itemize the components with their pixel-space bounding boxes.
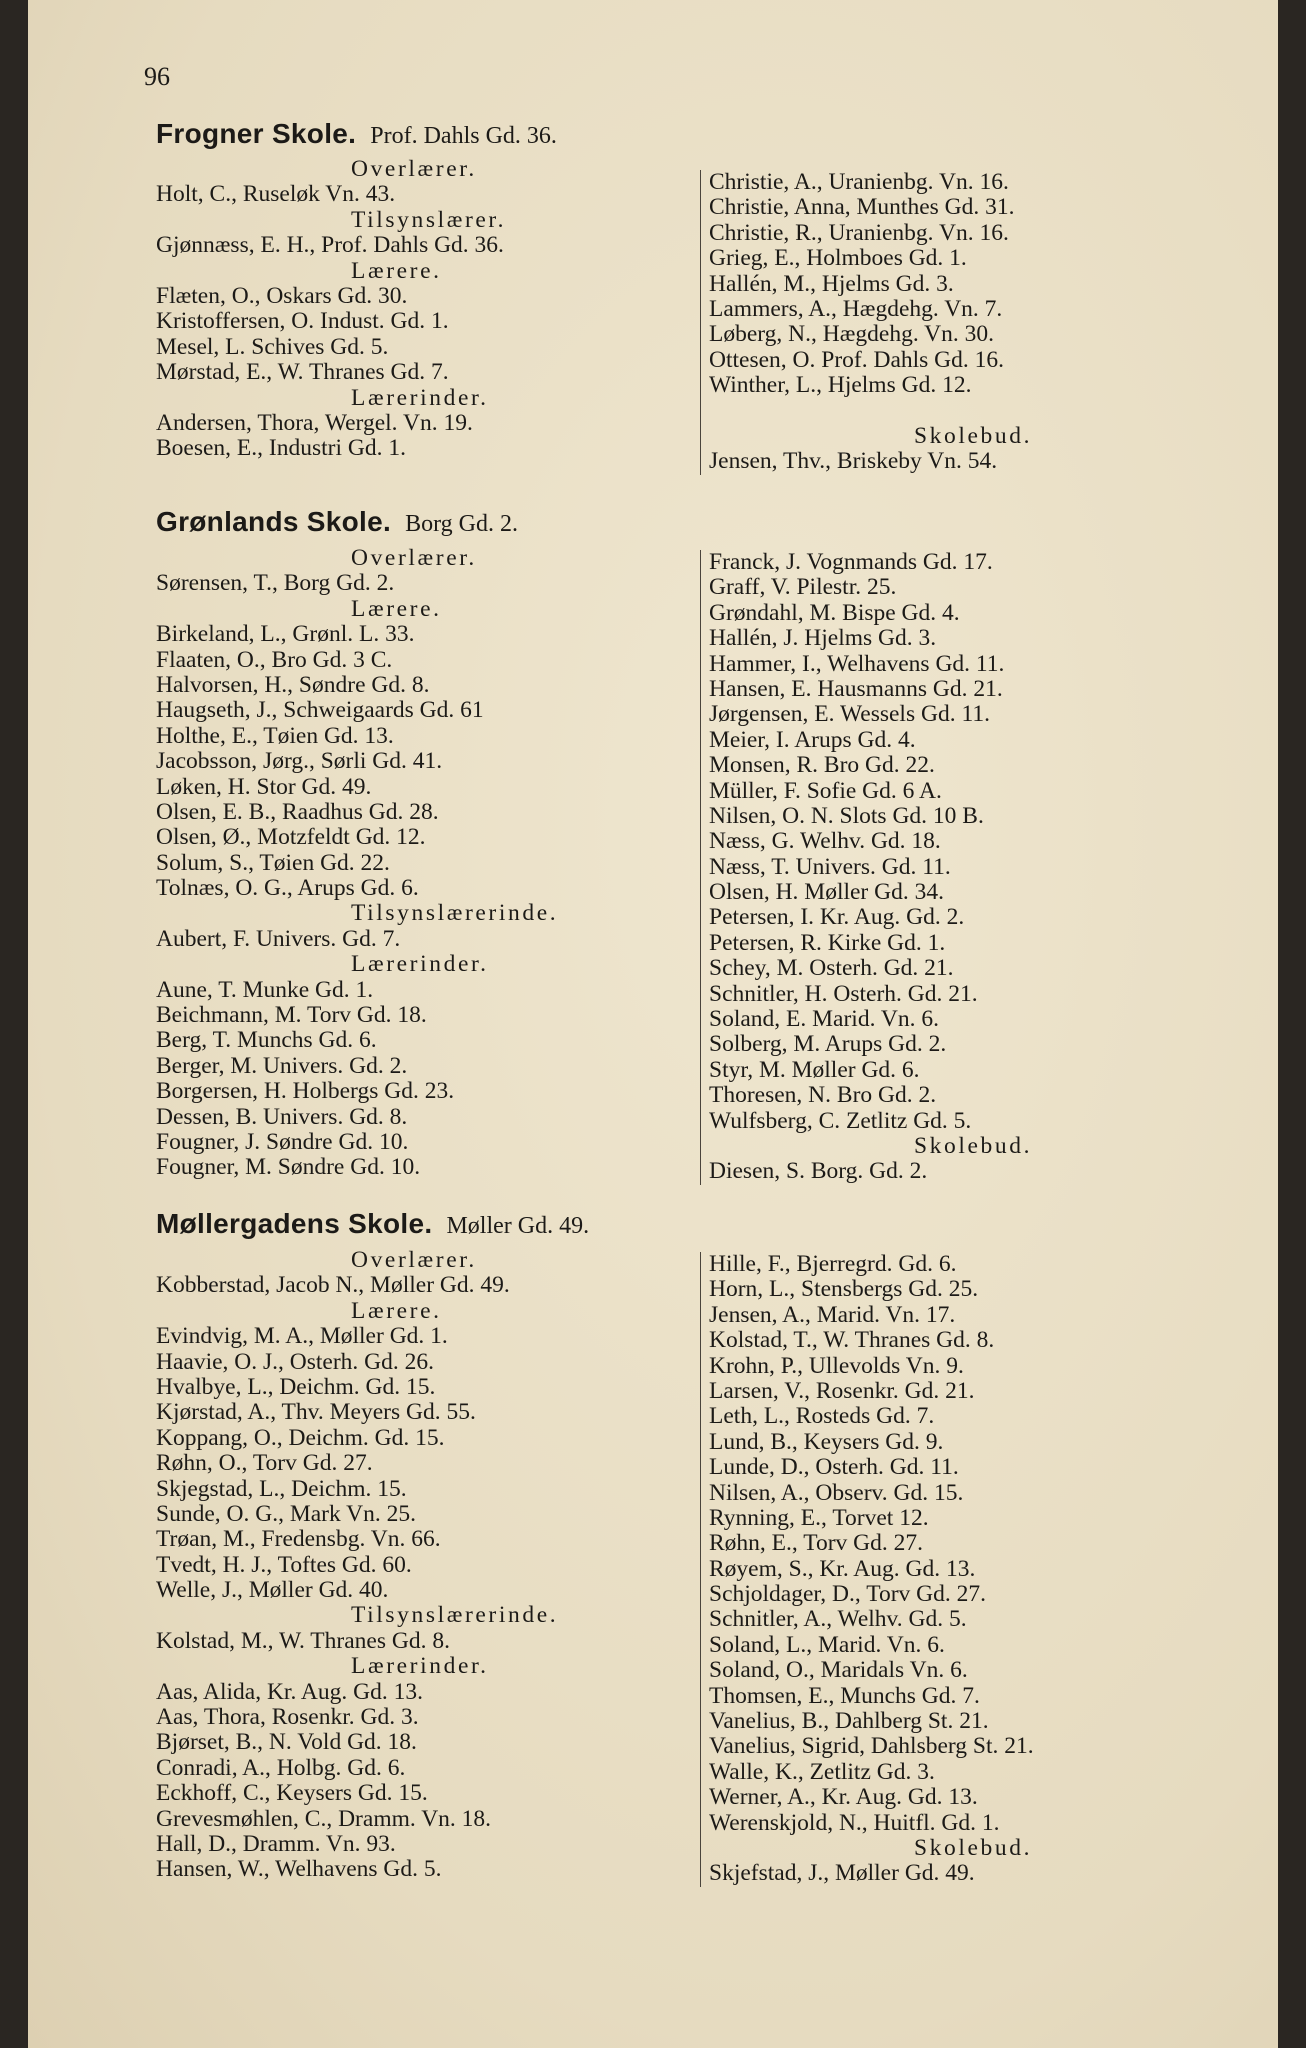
directory-entry: Hallén, M., Hjelms Gd. 3.	[709, 270, 954, 297]
directory-entry: Nilsen, O. N. Slots Gd. 10 B.	[709, 802, 984, 829]
right-column	[700, 550, 1032, 1185]
left-column	[156, 1248, 558, 1883]
directory-entry: Borgersen, H. Holbergs Gd. 23.	[156, 1078, 455, 1105]
directory-entry: Petersen, I. Kr. Aug. Gd. 2.	[709, 904, 965, 931]
directory-entry: Grøndahl, M. Bispe Gd. 4.	[709, 599, 960, 626]
right-column	[700, 170, 1032, 475]
directory-entry: Aas, Alida, Kr. Aug. Gd. 13.	[156, 1678, 423, 1705]
directory-entry: Næss, G. Welhv. Gd. 18.	[709, 828, 941, 855]
directory-entry: Hvalbye, L., Deichm. Gd. 15.	[156, 1373, 436, 1400]
category-heading: Overlærer.	[351, 1247, 477, 1273]
directory-entry: Hansen, E. Hausmanns Gd. 21.	[709, 675, 1003, 702]
directory-entry: Næss, T. Univers. Gd. 11.	[709, 853, 951, 880]
directory-entry: Aas, Thora, Rosenkr. Gd. 3.	[156, 1704, 419, 1731]
directory-entry: Welle, J., Møller Gd. 40.	[156, 1577, 389, 1604]
directory-entry: Kobberstad, Jacob N., Møller Gd. 49.	[156, 1272, 510, 1299]
directory-entry: Olsen, Ø., Motzfeldt Gd. 12.	[156, 824, 426, 851]
directory-entry: Tvedt, H. J., Toftes Gd. 60.	[156, 1551, 412, 1578]
category-heading: Lærerinder.	[351, 1653, 489, 1680]
directory-entry: Fougner, J. Søndre Gd. 10.	[156, 1128, 409, 1155]
section-heading-gronlands	[156, 506, 518, 538]
directory-entry: Flæten, O., Oskars Gd. 30.	[156, 282, 408, 309]
directory-entry: Nilsen, A., Observ. Gd. 15.	[709, 1479, 964, 1506]
directory-entry: Røhn, E., Torv Gd. 27.	[709, 1530, 923, 1557]
category-heading: Skolebud.	[914, 1834, 1033, 1861]
directory-entry: Evindvig, M. A., Møller Gd. 1.	[156, 1323, 448, 1350]
directory-entry: Beichmann, M. Torv Gd. 18.	[156, 1002, 427, 1029]
directory-entry: Aubert, F. Univers. Gd. 7.	[156, 925, 401, 952]
directory-entry: Andersen, Thora, Wergel. Vn. 19.	[156, 409, 473, 436]
directory-entry: Solberg, M. Arups Gd. 2.	[709, 1031, 947, 1058]
directory-entry: Werenskjold, N., Huitfl. Gd. 1.	[709, 1809, 1000, 1836]
directory-entry: Solum, S., Tøien Gd. 22.	[156, 849, 390, 876]
directory-entry: Berger, M. Univers. Gd. 2.	[156, 1052, 408, 1079]
directory-entry: Graff, V. Pilestr. 25.	[709, 574, 897, 601]
directory-entry: Holt, C., Ruseløk Vn. 43.	[156, 181, 396, 208]
directory-entry: Hallén, J. Hjelms Gd. 3.	[709, 625, 937, 652]
directory-entry: Jørgensen, E. Wessels Gd. 11.	[709, 701, 990, 728]
directory-entry: Kristoffersen, O. Indust. Gd. 1.	[156, 308, 449, 335]
directory-entry: Boesen, E., Industri Gd. 1.	[156, 435, 406, 462]
category-heading: Lærere.	[351, 257, 442, 284]
directory-entry: Løken, H. Stor Gd. 49.	[156, 773, 372, 800]
directory-entry: Conradi, A., Holbg. Gd. 6.	[156, 1754, 406, 1781]
directory-entry: Werner, A., Kr. Aug. Gd. 13.	[709, 1784, 978, 1811]
directory-entry: Haugseth, J., Schweigaards Gd. 61	[156, 697, 484, 724]
directory-entry: Soland, E. Marid. Vn. 6.	[709, 1006, 939, 1033]
directory-entry: Leth, L., Rosteds Gd. 7.	[709, 1403, 935, 1430]
directory-entry: Lunde, D., Osterh. Gd. 11.	[709, 1454, 959, 1481]
directory-entry: Olsen, H. Møller Gd. 34.	[709, 879, 944, 906]
school-address: Prof. Dahls Gd. 36.	[370, 123, 557, 149]
directory-entry: Vanelius, Sigrid, Dahlsberg St. 21.	[709, 1733, 1034, 1760]
directory-entry: Müller, F. Sofie Gd. 6 A.	[709, 777, 942, 804]
directory-entry: Walle, K., Zetlitz Gd. 3.	[709, 1758, 935, 1785]
directory-entry: Bjørset, B., N. Vold Gd. 18.	[156, 1729, 417, 1756]
directory-entry: Mørstad, E., W. Thranes Gd. 7.	[156, 359, 449, 386]
school-name: Grønlands Skole.	[156, 506, 392, 537]
directory-entry: Thoresen, N. Bro Gd. 2.	[709, 1082, 937, 1109]
directory-entry: Hansen, W., Welhavens Gd. 5.	[156, 1856, 442, 1883]
category-heading: Overlærer.	[351, 156, 477, 182]
directory-entry: Ottesen, O. Prof. Dahls Gd. 16.	[709, 346, 1005, 373]
directory-entry: Christie, R., Uranienbg. Vn. 16.	[709, 219, 1009, 246]
school-address: Møller Gd. 49.	[446, 1213, 590, 1239]
directory-entry: Aune, T. Munke Gd. 1.	[156, 976, 374, 1003]
category-heading: Skolebud.	[914, 1132, 1033, 1159]
directory-entry: Wulfsberg, C. Zetlitz Gd. 5.	[709, 1107, 972, 1134]
right-column	[700, 1252, 1034, 1887]
directory-entry: Lammers, A., Hægdehg. Vn. 7.	[709, 295, 1003, 322]
directory-entry: Meier, I. Arups Gd. 4.	[709, 726, 916, 753]
directory-entry: Rynning, E., Torvet 12.	[709, 1504, 929, 1531]
directory-entry: Trøan, M., Fredensbg. Vn. 66.	[156, 1526, 441, 1553]
directory-entry: Lund, B., Keysers Gd. 9.	[709, 1428, 944, 1455]
directory-entry: Tolnæs, O. G., Arups Gd. 6.	[156, 875, 419, 902]
category-heading: Overlærer.	[351, 545, 477, 571]
category-heading: Skolebud.	[914, 422, 1033, 449]
directory-entry: Styr, M. Møller Gd. 6.	[709, 1056, 920, 1083]
directory-entry: Petersen, R. Kirke Gd. 1.	[709, 929, 946, 956]
directory-entry: Olsen, E. B., Raadhus Gd. 28.	[156, 798, 439, 825]
category-heading: Tilsynslærerinde.	[351, 900, 559, 927]
directory-entry: Mesel, L. Schives Gd. 5.	[156, 333, 389, 360]
school-address: Borg Gd. 2.	[405, 511, 518, 537]
directory-entry: Grieg, E., Holmboes Gd. 1.	[709, 245, 967, 272]
directory-entry: Hammer, I., Welhavens Gd. 11.	[709, 650, 1005, 677]
directory-entry: Hall, D., Dramm. Vn. 93.	[156, 1830, 396, 1857]
blank-line	[709, 399, 1032, 424]
directory-entry: Monsen, R. Bro Gd. 22.	[709, 752, 935, 779]
category-heading: Lærere.	[351, 1297, 442, 1324]
category-heading: Lærerinder.	[351, 951, 489, 978]
directory-entry: Thomsen, E., Munchs Gd. 7.	[709, 1682, 980, 1709]
category-heading: Tilsynslærerinde.	[351, 1602, 559, 1629]
directory-entry: Schnitler, H. Osterh. Gd. 21.	[709, 980, 978, 1007]
category-heading: Tilsynslærer.	[351, 206, 507, 233]
directory-entry: Krohn, P., Ullevolds Vn. 9.	[709, 1352, 964, 1379]
directory-entry: Halvorsen, H., Søndre Gd. 8.	[156, 671, 430, 698]
directory-entry: Gjønnæss, E. H., Prof. Dahls Gd. 36.	[156, 232, 504, 259]
page-number: 96	[144, 62, 170, 91]
category-heading: Lærerinder.	[351, 384, 489, 411]
directory-entry: Christie, Anna, Munthes Gd. 31.	[709, 194, 1015, 221]
directory-entry: Larsen, V., Rosenkr. Gd. 21.	[709, 1377, 975, 1404]
directory-entry: Kjørstad, A., Thv. Meyers Gd. 55.	[156, 1399, 476, 1426]
section-heading-mollergadens	[156, 1208, 589, 1240]
directory-entry: Kolstad, M., W. Thranes Gd. 8.	[156, 1627, 450, 1654]
directory-entry: Vanelius, B., Dahlberg St. 21.	[709, 1708, 989, 1735]
directory-entry: Berg, T. Munchs Gd. 6.	[156, 1027, 377, 1054]
directory-entry: Røyem, S., Kr. Aug. Gd. 13.	[709, 1555, 976, 1582]
directory-entry: Skjegstad, L., Deichm. 15.	[156, 1475, 407, 1502]
directory-entry: Schey, M. Osterh. Gd. 21.	[709, 955, 954, 982]
directory-entry: Røhn, O., Torv Gd. 27.	[156, 1450, 373, 1477]
directory-entry: Haavie, O. J., Osterh. Gd. 26.	[156, 1348, 435, 1375]
directory-entry: Koppang, O., Deichm. Gd. 15.	[156, 1424, 445, 1451]
directory-entry: Jensen, Thv., Briskeby Vn. 54.	[709, 448, 998, 475]
directory-entry: Jensen, A., Marid. Vn. 17.	[709, 1301, 956, 1328]
left-column	[156, 546, 558, 1181]
directory-entry: Christie, A., Uranienbg. Vn. 16.	[709, 169, 1009, 195]
directory-entry: Hille, F., Bjerregrd. Gd. 6.	[709, 1251, 957, 1277]
directory-entry: Holthe, E., Tøien Gd. 13.	[156, 722, 394, 749]
directory-entry: Sørensen, T., Borg Gd. 2.	[156, 570, 395, 597]
directory-entry: Winther, L., Hjelms Gd. 12.	[709, 372, 972, 399]
directory-entry: Schjoldager, D., Torv Gd. 27.	[709, 1581, 986, 1608]
directory-entry: Eckhoff, C., Keysers Gd. 15.	[156, 1780, 428, 1807]
directory-entry: Horn, L., Stensbergs Gd. 25.	[709, 1276, 979, 1303]
directory-entry: Soland, L., Marid. Vn. 6.	[709, 1631, 945, 1658]
directory-entry: Grevesmøhlen, C., Dramm. Vn. 18.	[156, 1805, 492, 1832]
directory-entry: Soland, O., Maridals Vn. 6.	[709, 1657, 968, 1684]
school-name: Frogner Skole.	[156, 118, 357, 149]
directory-entry: Schnitler, A., Welhv. Gd. 5.	[709, 1606, 967, 1633]
directory-entry: Løberg, N., Hægdehg. Vn. 30.	[709, 321, 995, 348]
directory-entry: Fougner, M. Søndre Gd. 10.	[156, 1154, 421, 1181]
directory-entry: Jacobsson, Jørg., Sørli Gd. 41.	[156, 748, 443, 775]
directory-entry: Franck, J. Vognmands Gd. 17.	[709, 549, 993, 575]
category-heading: Lærere.	[351, 595, 442, 622]
directory-entry: Dessen, B. Univers. Gd. 8.	[156, 1103, 408, 1130]
directory-page	[28, 0, 1278, 2048]
left-column	[156, 157, 506, 462]
directory-entry: Diesen, S. Borg. Gd. 2.	[709, 1158, 928, 1185]
section-heading-frogner	[156, 118, 557, 150]
directory-entry: Flaaten, O., Bro Gd. 3 C.	[156, 646, 393, 673]
directory-entry: Skjefstad, J., Møller Gd. 49.	[709, 1860, 975, 1887]
directory-entry: Kolstad, T., W. Thranes Gd. 8.	[709, 1327, 995, 1354]
school-name: Møllergadens Skole.	[156, 1208, 433, 1239]
directory-entry: Birkeland, L., Grønl. L. 33.	[156, 621, 415, 648]
directory-entry: Sunde, O. G., Mark Vn. 25.	[156, 1500, 417, 1527]
